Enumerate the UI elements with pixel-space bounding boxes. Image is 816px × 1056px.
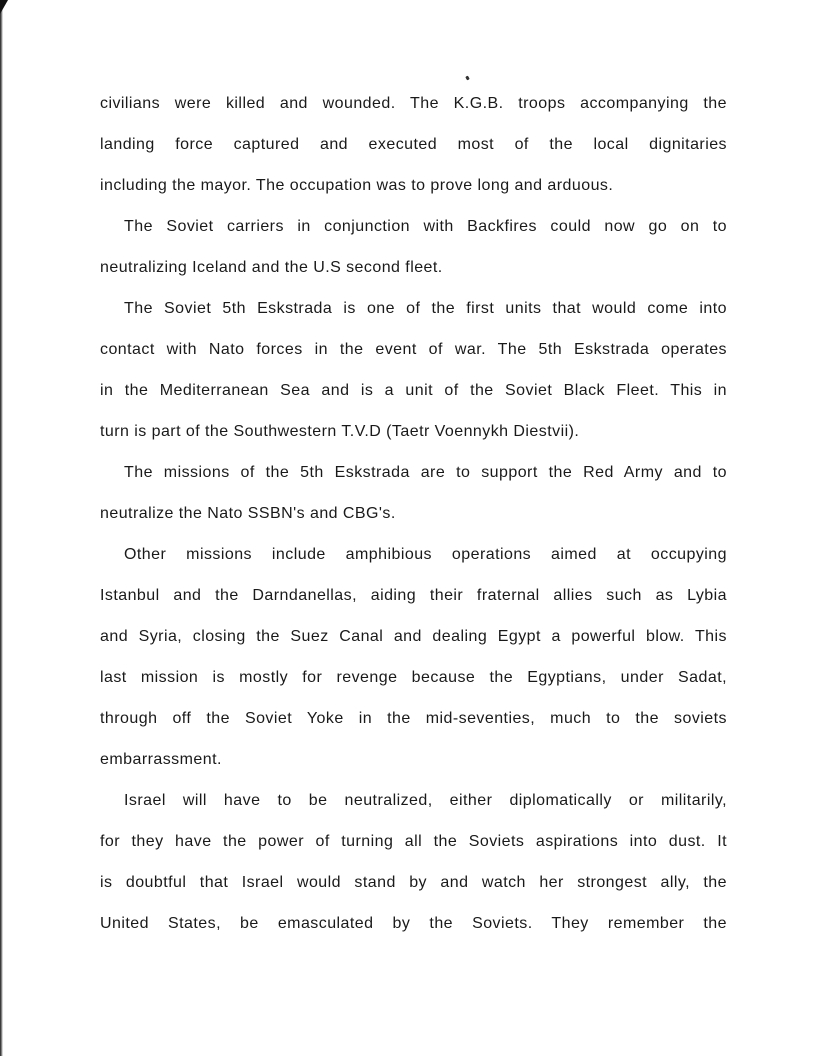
text-line: through off the Soviet Yoke in the mid-seventies, much to the soviets [100,710,727,727]
text-line: Istanbul and the Darndanellas, aiding their fraternal allies such as Lybia [100,587,727,604]
scan-corner-mark [0,0,8,14]
paragraph-6 [100,783,727,947]
text-line: Other missions include amphibious operations aimed at occupying [124,546,727,563]
paragraph-1 [100,86,727,209]
scan-edge [0,0,3,1056]
paragraph-5 [100,537,727,783]
text-line: United States, be emasculated by the Soviets. They remember the [100,915,727,932]
text-line: landing force captured and executed most of the local dignitaries [100,136,727,153]
text-line: including the mayor. The occupation was to prove long and arduous. [100,177,614,194]
text-line: embarrassment. [100,751,222,768]
text-line: turn is part of the Southwestern T.V.D (Taetr Voennykh Diestvii). [100,423,580,440]
text-line: The Soviet 5th Eskstrada is one of the first units that would come into [124,300,727,317]
text-line: Israel will have to be neutralized, either diplomatically or militarily, [124,792,727,809]
text-line: The missions of the 5th Eskstrada are to support the Red Army and to [124,464,727,481]
paragraph-2 [100,209,727,291]
paragraph-3 [100,291,727,455]
paragraph-4 [100,455,727,537]
stray-ink-mark [465,76,470,81]
text-line: in the Mediterranean Sea and is a unit of the Soviet Black Fleet. This in [100,382,727,399]
text-line: The Soviet carriers in conjunction with Backfires could now go on to [124,218,727,235]
text-line: last mission is mostly for revenge because the Egyptians, under Sadat, [100,669,727,686]
text-line: for they have the power of turning all the Soviets aspirations into dust. It [100,833,727,850]
body-text [100,86,727,947]
text-line: contact with Nato forces in the event of war. The 5th Eskstrada operates [100,341,727,358]
text-line: civilians were killed and wounded. The K.G.B. troops accompanying the [100,95,727,112]
text-line: and Syria, closing the Suez Canal and dealing Egypt a powerful blow. This [100,628,727,645]
text-line: neutralize the Nato SSBN's and CBG's. [100,505,396,522]
text-line: is doubtful that Israel would stand by and watch her strongest ally, the [100,874,727,891]
text-line: neutralizing Iceland and the U.S second fleet. [100,259,443,276]
